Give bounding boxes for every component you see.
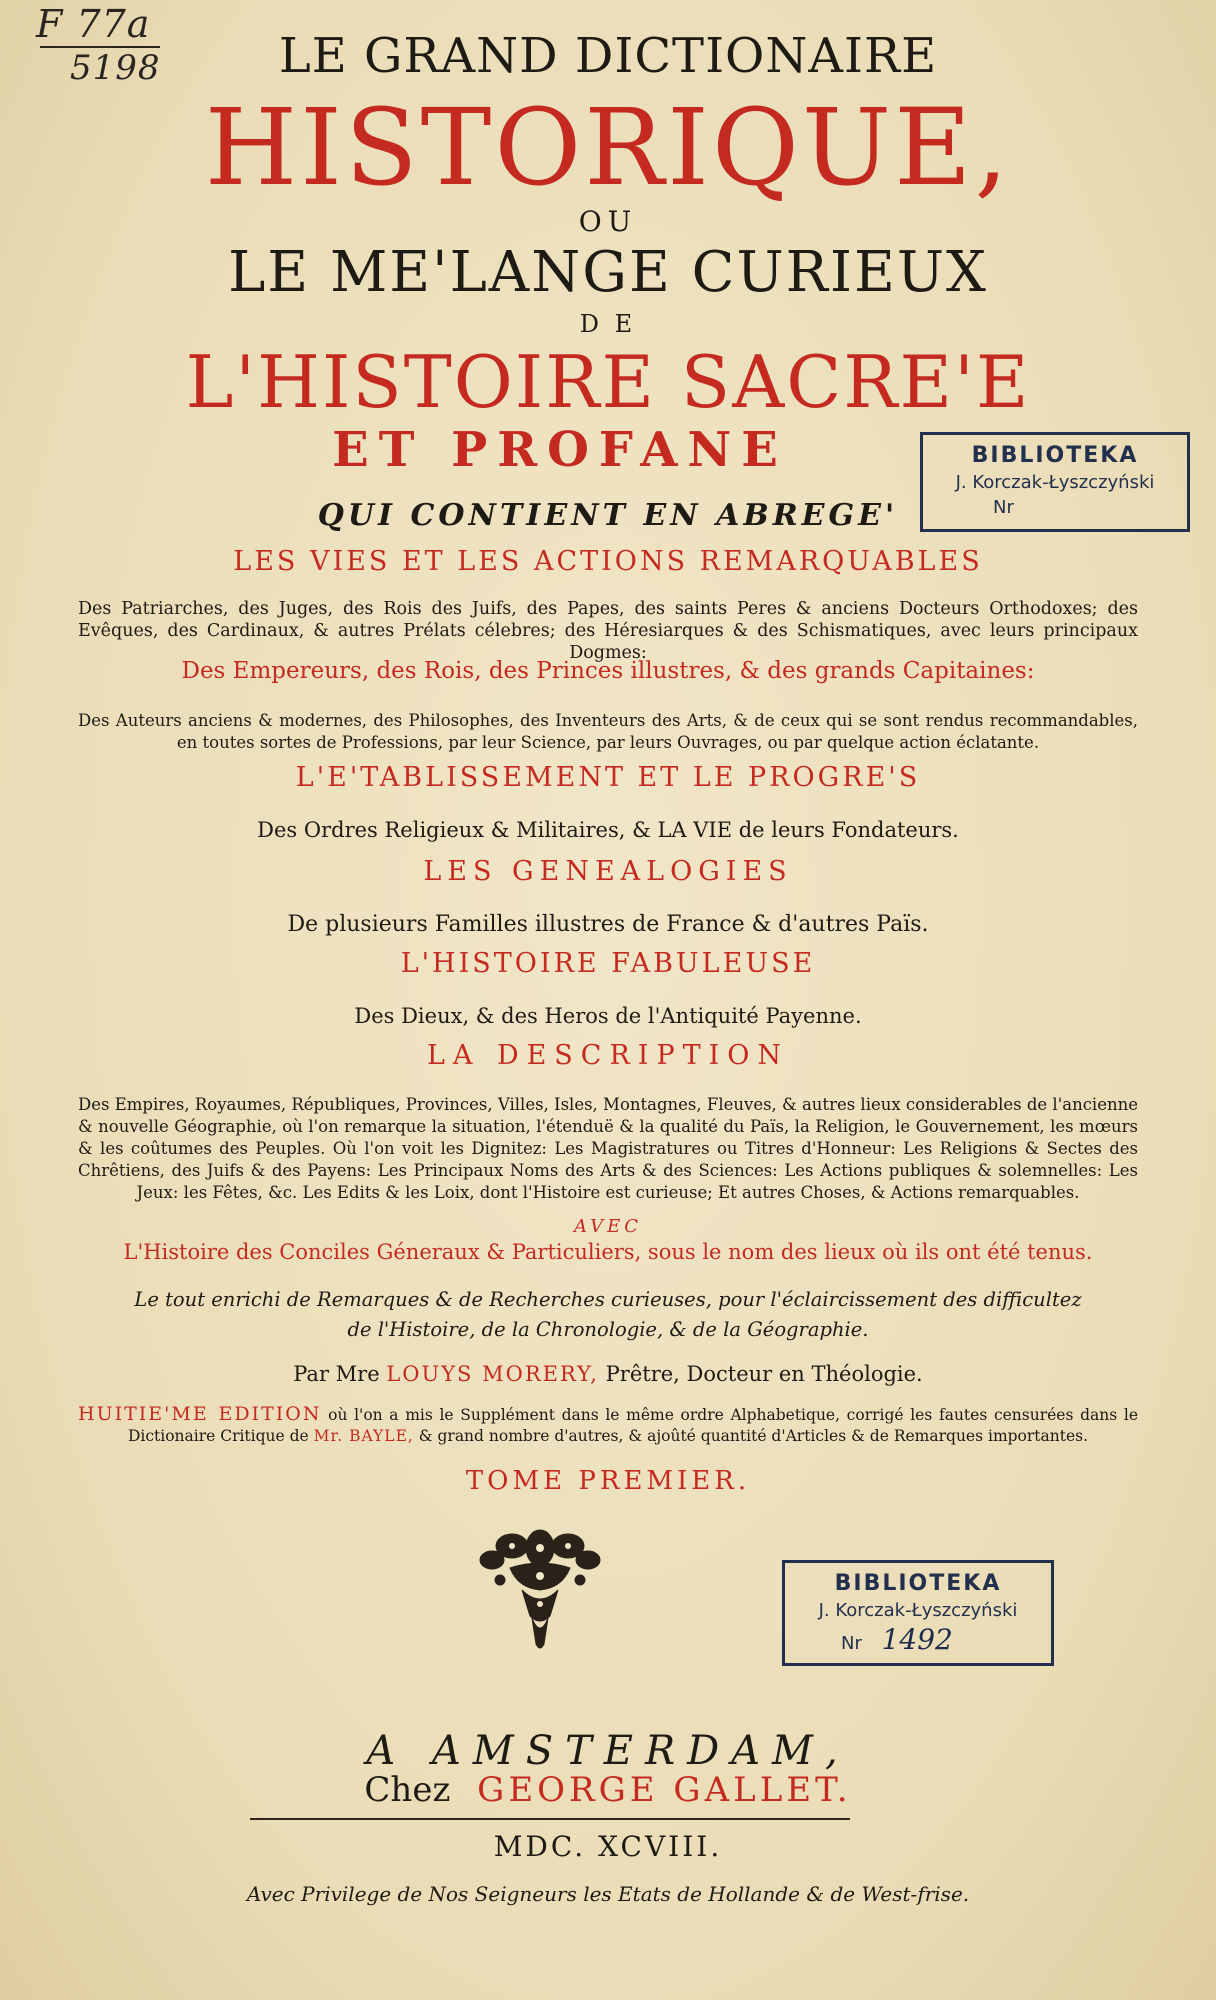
author-line <box>60 1362 1156 1386</box>
section-fabuleuse-heading: L'HISTOIRE FABULEUSE <box>400 948 816 979</box>
stamp-top-owner: J. Korczak-Łyszczyński <box>955 472 1155 493</box>
handwritten-number: 5198 <box>70 48 161 88</box>
imprint-publisher: GEORGE GALLET. <box>477 1770 852 1810</box>
stamp-bottom-owner: J. Korczak-Łyszczyński <box>818 1600 1018 1621</box>
title-de: D E <box>579 310 637 338</box>
section-description-heading: LA DESCRIPTION <box>426 1040 790 1071</box>
avec-heading: AVEC <box>573 1216 642 1237</box>
edition-bayle: Mr. BAYLE, <box>313 1427 414 1445</box>
title-historique: HISTORIQUE, <box>204 86 1012 209</box>
section-description-text: Des Empires, Royaumes, Républiques, Provinces, Villes, Isles, Montagnes, Fleuves, & autres lieux considerables de l'ancienne & nouvelle Géographie, où l'on remarque la situation, l'étenduë & la qualité du Païs, la Religion, le Gouvernement, les mœurs & les coûtumes des Peuples. Où l'on voit les Dignitez: Les Magistratures ou Titres d'Honneur: Les Religions & Sectes des Chrêtiens, des Juifs & des Payens: Les Principaux Noms des Arts & des Sciences: Les Actions publiques & solemnelles: Les Jeux: les Fêtes, &c. Les Edits & les Loix, dont l'Histoire est curieuse; Et autres Choses, & Actions remarquables. <box>78 1095 1138 1202</box>
enrichi-line-2: de l'Histoire, de la Chronologie, & de la Géographie. <box>347 1318 869 1341</box>
section-vies-authors: Des Auteurs anciens & modernes, des Philosophes, des Inventeurs des Arts, & de ceux qui se sont rendus recommandables, en toutes sortes de Professions, par leur Science, par leurs Ouvrages, ou par quelque action éclatante. <box>78 711 1138 752</box>
author-prefix: Par Mre <box>293 1362 380 1386</box>
title-line-3: LE ME'LANGE CURIEUX <box>228 240 988 305</box>
section-vies-text: Des Patriarches, des Juges, des Rois des Juifs, des Papes, des saints Peres & anciens Docteurs Orthodoxes; des Evêques, des Cardinaux, & autres Prélats célebres; des Héresiarques & des Schismatiques, avec leurs principaux Dogmes: <box>78 599 1138 663</box>
imprint-year: MDC. XCVIII. <box>493 1830 723 1863</box>
section-etablissement-text: Des Ordres Religieux & Militaires, & LA VIE de leurs Fondateurs. <box>257 818 959 842</box>
avec-text: L'Histoire des Conciles Géneraux & Particuliers, sous le nom des lieux où ils ont été tenus. <box>123 1240 1093 1264</box>
imprint-place: A AMSTERDAM, <box>366 1728 850 1774</box>
handwritten-shelfmark: F 77a <box>36 2 151 46</box>
imprint-privilege: Avec Privilege de Nos Seigneurs les Etats de Hollande & de West-frise. <box>246 1882 970 1906</box>
section-etablissement-heading: L'E'TABLISSEMENT ET LE PROGRE'S <box>295 762 921 793</box>
section-vies-heading: LES VIES ET LES ACTIONS REMARQUABLES <box>233 546 983 577</box>
stamp-bottom-number-row <box>785 1623 1051 1656</box>
stamp-top-number-label: Nr <box>993 497 1014 518</box>
author-title: Prêtre, Docteur en Théologie. <box>605 1362 923 1386</box>
enrichi-line-1: Le tout enrichi de Remarques & de Recherches curieuses, pour l'éclaircissement des difficultez <box>134 1288 1082 1311</box>
title-line-1: LE GRAND DICTIONAIRE <box>278 28 938 84</box>
printers-ornament <box>470 1518 610 1658</box>
title-ou: OU <box>578 205 638 238</box>
title-line-5: ET PROFANE <box>332 422 788 478</box>
section-vies-emperors: Des Empereurs, des Rois, des Princes illustres, & des grands Capitaines: <box>181 658 1035 684</box>
tome-label: TOME PREMIER. <box>465 1466 751 1496</box>
stamp-bottom-number-value: 1492 <box>881 1623 953 1656</box>
title-line-4: L'HISTOIRE SACRE'E <box>185 340 1031 424</box>
stamp-bottom-number-label: Nr <box>841 1633 862 1654</box>
edition-text-2: & grand nombre d'autres, & ajoûté quantité d'Articles & de Remarques importantes. <box>418 1427 1089 1445</box>
section-genealogies-text: De plusieurs Familles illustres de France & d'autres Païs. <box>287 912 929 937</box>
section-fabuleuse-text: Des Dieux, & des Heros de l'Antiquité Payenne. <box>354 1004 862 1028</box>
contents-intro: QUI CONTIENT EN ABREGE' <box>317 498 899 533</box>
edition-label: HUITIE'ME EDITION <box>78 1403 322 1425</box>
imprint-publisher-line <box>60 1770 1156 1810</box>
author-name: LOUYS MORERY, <box>386 1362 599 1386</box>
stamp-bottom-title: BIBLIOTEKA <box>834 1571 1002 1596</box>
edition-note <box>78 1404 1138 1447</box>
section-genealogies-heading: LES GENEALOGIES <box>423 856 793 887</box>
library-stamp-bottom <box>782 1560 1054 1666</box>
edition-text-1: où l'on a mis le Supplément dans le même ordre Alphabetique, corrigé les fautes censurées dans le Dictionaire Critique de <box>127 1406 1138 1445</box>
stamp-top-title: BIBLIOTEKA <box>971 443 1139 468</box>
imprint-rule <box>250 1818 850 1820</box>
imprint-chez: Chez <box>364 1770 451 1810</box>
